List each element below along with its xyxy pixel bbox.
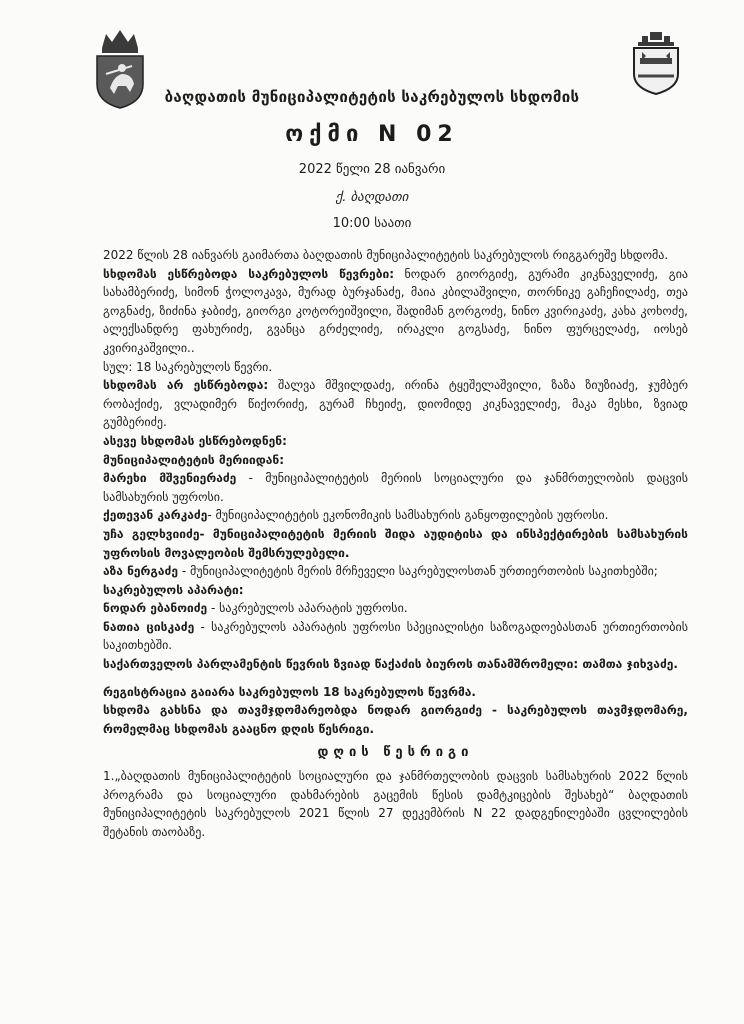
registration-line: რეგისტრაცია გაიარა საკრებულოს 18 საკრებულოს წევრმა. <box>103 684 476 699</box>
attendee-line <box>103 618 688 655</box>
absent-names: შალვა მშვილდაძე, ირინა ტყეშელაშვილი, ზაზა ზიუზიაძე, ჯუმბერ რობაქიძე, ვლადიმერ წიქორიძე, გურამ ჩხეიძე, დიომიდე კიკნაველიძე, მაკა მესხი, ზვიად გუმბერიძე. <box>103 378 688 430</box>
opening-paragraph: სხდომა გახსნა და თავმჯდომარეობდა ნოდარ გიორგიძე - საკრებულოს თავმჯდომარე, რომელმაც სხდომას გააცნო დღის წესრიგი. <box>103 703 688 736</box>
attendee-line <box>103 599 688 618</box>
attendee-role: - მუნიციპალიტეტის ეკონომიკის სამსახურის განყოფილების უფროსი. <box>207 508 609 523</box>
attendee-role: - საკრებულოს აპარატის უფროსი. <box>207 601 408 616</box>
attendee-name: ნათია ცისკაძე <box>103 619 195 634</box>
present-members-paragraph <box>103 265 688 358</box>
attendee-line <box>103 469 688 506</box>
attendee-line <box>103 506 688 525</box>
meeting-date: 2022 წელი 28 იანვარი <box>298 162 446 177</box>
attendee-name: აზა ნერგაძე <box>103 564 179 579</box>
attendee-name: მარეხი მშვენიერაძე <box>103 471 237 486</box>
meeting-time: 10:00 საათი <box>332 216 412 231</box>
attendee-line <box>103 525 688 562</box>
agenda-item: 1.„ბაღდათის მუნიციპალიტეტის სოციალური და ჯანმრთელობის დაცვის სამსახურის 2022 წლის პროგრამა და სოციალური დახმარების გაცემის წესის დამტკიცების შესახებ“ ბაღდათის მუნიციპალიტეტის საკრებულოს 2021 წლის 27 დეკემბრის N 22 დადგენილებაში ცვლილების შეტანის თაობაზე. <box>103 769 688 839</box>
attendee-name: უჩა გელხვიიძე <box>103 526 200 541</box>
absent-label: სხდომას არ ესწრებოდა: <box>103 378 269 393</box>
present-label: სხდომას ესწრებოდა საკრებულოს წევრები: <box>103 266 395 281</box>
total-members: სულ: 18 საკრებულოს წევრი. <box>103 359 273 374</box>
present-names: ნოდარ გიორგიძე, გურამი კიკნაველიძე, გია სახამბერიძე, სიმონ ჭოლოკავა, მურად ბურჯანაძე, მაია კბილაშვილი, თორნიკე გაჩეჩილაძე, თეა გოგნაძე, ზიძინა ჯაბიძე, გიორგი კოტორეიშვილი, შადიმან გორგოძე, ნინო კვირიკაძე, კახა კოხოძე, ალექსანდრე ფახურიძე, გვანცა გრძელიძე, ირაკლი გოგსაძე, ნინო ფურცელაძე, იოსებ კვირიკაშვილი.. <box>103 266 688 355</box>
council-heading: ბაღდათის მუნიციპალიტეტის საკრებულოს სხდომის <box>164 88 580 106</box>
attendee-role: - საკრებულოს აპარატის უფროსი სპეციალისტი საზოგადოებასთან ურთიერთობის საკითხებში. <box>103 619 688 653</box>
attendee-role: - მუნიციპალიტეტის მერიის შიდა აუდიტისა და ინსპექტირების სამსახურის უფროსის მოვალეობის შემსრულებელი. <box>103 526 689 560</box>
city-hall-label: მუნიციპალიტეტის მერიიდან: <box>103 452 285 467</box>
protocol-body <box>103 246 688 841</box>
also-present-label: ასევე სხდომას ესწრებოდნენ: <box>103 433 287 448</box>
attendee-role: - მუნიციპალიტეტის მერიის სოციალური და ჯანმრთელობის დაცვის სამსახურის უფროსი. <box>103 471 688 504</box>
agenda-title: დღის წესრიგი <box>317 745 474 761</box>
attendee-name: ნოდარ ებანოიძე <box>103 601 208 616</box>
parliament-representative: საქართველოს პარლამენტის წევრის ზვიად წაქაძის ბიუროს თანამშრომელი: თამთა ჯიხვაძე. <box>103 657 678 672</box>
absent-members-paragraph <box>103 376 688 432</box>
attendee-name: ქეთევან კარკაძე <box>103 508 208 523</box>
attendee-role: - მუნიციპალიტეტის მერის მრჩეველი საკრებულოსთან ურთიერთობის საკითხებში; <box>178 564 658 579</box>
municipality-seal-icon <box>628 30 684 96</box>
apparatus-label: საკრებულოს აპარატი: <box>103 582 244 597</box>
attendee-line <box>103 562 688 581</box>
protocol-title: ოქმი N 02 <box>285 122 459 147</box>
meeting-city: ქ. ბაღდათი <box>335 190 409 205</box>
intro-paragraph: 2022 წლის 28 იანვარს გაიმართა ბაღდათის მუნიციპალიტეტის საკრებულოს რიგგარეშე სხდომა. <box>103 248 669 262</box>
